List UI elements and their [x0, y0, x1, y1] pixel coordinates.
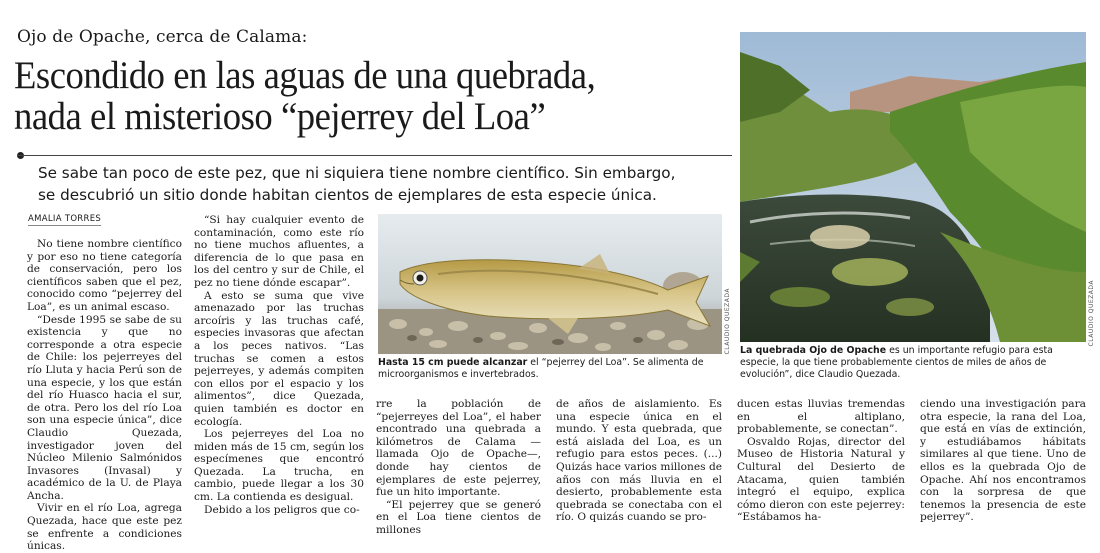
paragraph: Vivir en el río Loa, agrega Quezada, hace que este pez se enfrente a condiciones únicas. [27, 502, 182, 553]
caption-lead: Hasta 15 cm puede alcanzar [378, 357, 528, 368]
paragraph: No tiene nombre científico y por eso no tiene categoría de conservación, pero los científicos saben que el pez, conocido como “pejerrey del Loa”, es un animal escaso. [27, 238, 182, 313]
deck-line-1: Se sabe tan poco de este pez, que ni siquiera tiene nombre científico. Sin embargo, [38, 164, 676, 182]
caption-lead: La quebrada Ojo de Opache [740, 345, 887, 356]
paragraph: rre la población de “pejerreyes del Loa”, el haber encontrado una quebrada a kilómetros de Calama —llamada Ojo de Opache—, donde hay cientos de ejemplares de este pejerrey, fue un hito importante. [376, 398, 541, 499]
article-column-1 [27, 238, 182, 553]
paragraph: de años de aislamiento. Es una especie única en el mundo. Y esta quebrada, que está aislada del Loa, es un refugio para estos peces. (...) Quizás hace varios millones de años con más lluvia en el desierto, probablemente esta quebrada se conectaba con el río. O quizás cuando se pro- [556, 398, 722, 524]
caption-text: es un importante refugio para esta especie, la que tiene probablemente cientos de miles de años de evolución”, dice Claudio Quezada. [740, 345, 1053, 380]
article-column-6 [920, 398, 1086, 524]
paragraph: Osvaldo Rojas, director del Museo de Historia Natural y Cultural del Desierto de Atacama, quien también integró el equipo, explica cómo dieron con este pejerrey: “Estábamos ha- [737, 435, 905, 524]
paragraph: A esto se suma que vive amenazado por las truchas arcoíris y las truchas café, especies invasoras que afectan a los peces nativos. “Las truchas se comen a estos pejerreyes, y además compiten con ellos por el espacio y los alimentos”, dice Quezada, quien también es doctor en ecología. [194, 289, 364, 428]
paragraph: Los pejerreyes del Loa no miden más de 15 cm, según los especímenes que encontró Quezada. La trucha, en cambio, puede llegar a los 30 cm. La contienda es desigual. [194, 428, 364, 504]
headline-rule [17, 155, 732, 156]
headline-line-1: Escondido en las aguas de una quebrada, [14, 54, 596, 97]
caption-text: el “pejerrey del Loa”. Se alimenta de microorganismos e invertebrados. [378, 357, 704, 380]
paragraph: “El pejerrey que se generó en el Loa tiene cientos de millones [376, 498, 541, 536]
paragraph: ciendo una investigación para otra especie, la rana del Loa, que está en vías de extinción, y estudiábamos hábitats similares al que tiene. Uno de ellos es la quebrada Ojo de Opache. Ahí nos encontramos con la sorpresa de que tenemos la presencia de este pejerrey”. [920, 398, 1086, 524]
deck-line-2: se descubrió un sitio donde habitan cientos de ejemplares de esta especie única. [38, 186, 657, 204]
kicker: Ojo de Opache, cerca de Calama: [17, 27, 308, 47]
article-column-2 [194, 214, 364, 516]
paragraph: “Si hay cualquier evento de contaminación, como este río no tiene muchos afluentes, a diferencia de lo que pasa en los del centro y sur de Chile, el pez no tiene dónde escapar”. [194, 214, 364, 289]
headline [14, 55, 691, 137]
stream-photo-credit: CLAUDIO QUEZADA [1088, 280, 1095, 347]
article-column-3 [376, 398, 541, 537]
article-column-4 [556, 398, 722, 524]
paragraph: ducen estas lluvias tremendas en el altiplano, probablemente, se conectan”. [737, 398, 905, 436]
deck [38, 162, 738, 206]
paragraph: Debido a los peligros que co- [204, 503, 360, 516]
paragraph: “Desde 1995 se sabe de su existencia y que no corresponde a otra especie de Chile: los pejerreyes del río Lluta y hacia Perú son de una especie, y los que están del río Huasco hacia el sur, de otra. Pero los del río Loa son una especie única”, dice Claudio Quezada, investigador joven del Núcleo Milenio Salmónidos Invasores (Invasal) y académico de la U. de Playa Ancha. [27, 313, 182, 502]
stream-illustration [740, 32, 1086, 342]
stream-photo-caption [740, 345, 1092, 381]
article-column-5 [737, 398, 905, 524]
headline-line-2: nada el misterioso “pejerrey del Loa” [14, 95, 546, 138]
fish-photo-caption [378, 357, 724, 381]
fish-illustration [378, 214, 722, 354]
fish-photo [378, 214, 722, 354]
byline: AMALIA TORRES [28, 214, 102, 224]
fish-photo-credit: CLAUDIO QUEZADA [724, 288, 731, 355]
stream-photo [740, 32, 1086, 342]
